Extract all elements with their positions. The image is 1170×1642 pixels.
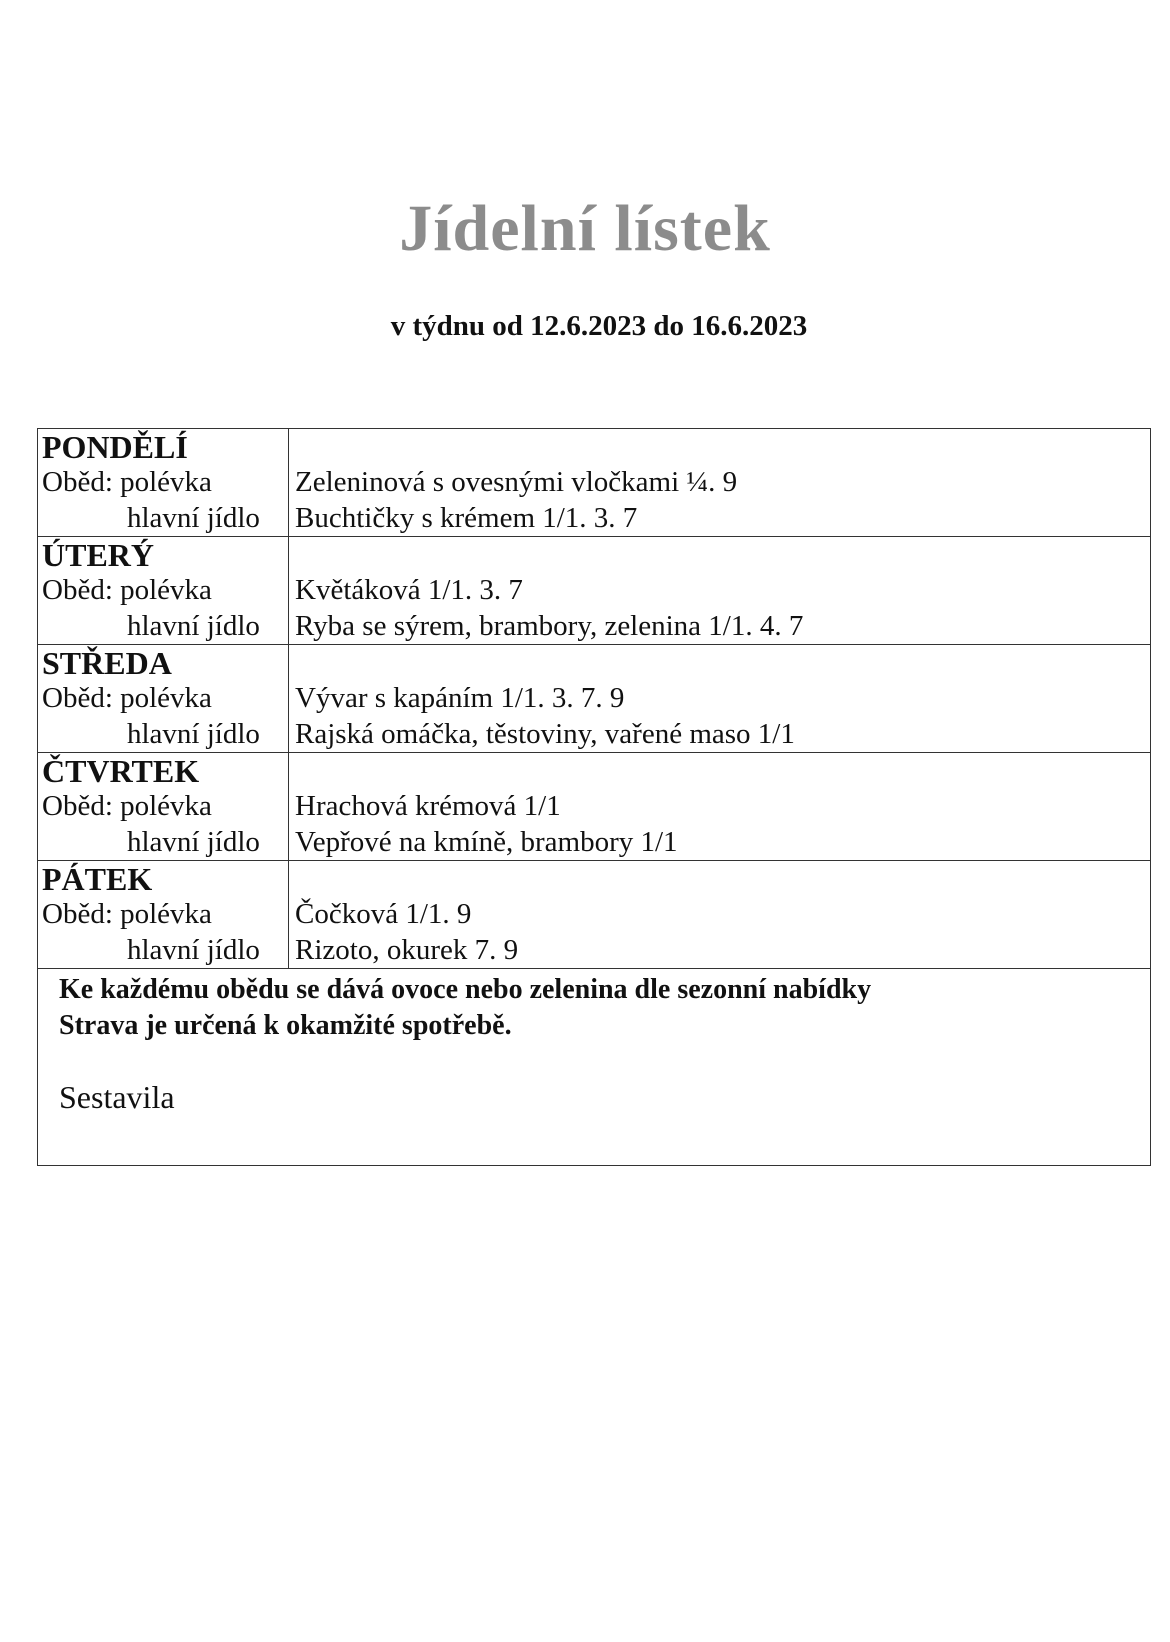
consumption-note: Strava je určená k okamžité spotřebě. <box>59 1010 512 1041</box>
day-row-tuesday <box>38 537 1150 645</box>
day-dishes <box>289 753 1150 860</box>
day-dishes <box>289 537 1150 644</box>
soup-label: Oběd: polévka <box>42 898 212 930</box>
soup-dish: Hrachová krémová 1/1 <box>295 790 561 822</box>
day-dishes <box>289 861 1150 968</box>
main-course-label: hlavní jídlo <box>127 610 260 642</box>
day-labels <box>38 753 289 860</box>
fruit-note: Ke každému obědu se dává ovoce nebo zelenina dle sezonní nabídky <box>59 974 872 1005</box>
day-name: ČTVRTEK <box>42 753 200 789</box>
day-row-friday <box>38 861 1150 969</box>
day-name: ÚTERÝ <box>42 537 155 573</box>
day-name: STŘEDA <box>42 645 172 681</box>
week-range: v týdnu od 12.6.2023 do 16.6.2023 <box>390 310 808 342</box>
main-dish: Rizoto, okurek 7. 9 <box>295 934 519 966</box>
footer-notes <box>38 969 1150 1165</box>
soup-label: Oběd: polévka <box>42 790 212 822</box>
main-dish: Ryba se sýrem, brambory, zelenina 1/1. 4. 7 <box>295 610 804 642</box>
soup-dish: Květáková 1/1. 3. 7 <box>295 574 523 606</box>
day-row-thursday <box>38 753 1150 861</box>
day-row-wednesday <box>38 645 1150 753</box>
main-dish: Vepřové na kmíně, brambory 1/1 <box>295 826 678 858</box>
day-labels <box>38 537 289 644</box>
day-dishes <box>289 429 1150 536</box>
compiled-by-label: Sestavila <box>59 1079 175 1115</box>
page-title: Jídelní lístek <box>399 192 771 265</box>
soup-label: Oběd: polévka <box>42 682 212 714</box>
main-course-label: hlavní jídlo <box>127 502 260 534</box>
main-course-label: hlavní jídlo <box>127 718 260 750</box>
main-course-label: hlavní jídlo <box>127 826 260 858</box>
day-dishes <box>289 645 1150 752</box>
soup-dish: Zeleninová s ovesnými vločkami ¼. 9 <box>295 466 738 498</box>
soup-label: Oběd: polévka <box>42 466 212 498</box>
day-name: PÁTEK <box>42 861 153 897</box>
main-dish: Buchtičky s krémem 1/1. 3. 7 <box>295 502 638 534</box>
day-labels <box>38 429 289 536</box>
soup-dish: Vývar s kapáním 1/1. 3. 7. 9 <box>295 682 625 714</box>
menu-table <box>37 428 1151 1166</box>
soup-label: Oběd: polévka <box>42 574 212 606</box>
main-dish: Rajská omáčka, těstoviny, vařené maso 1/1 <box>295 718 795 750</box>
day-labels <box>38 861 289 968</box>
main-course-label: hlavní jídlo <box>127 934 260 966</box>
soup-dish: Čočková 1/1. 9 <box>295 898 472 930</box>
day-row-monday <box>38 429 1150 537</box>
day-labels <box>38 645 289 752</box>
day-name: PONDĚLÍ <box>42 429 188 465</box>
